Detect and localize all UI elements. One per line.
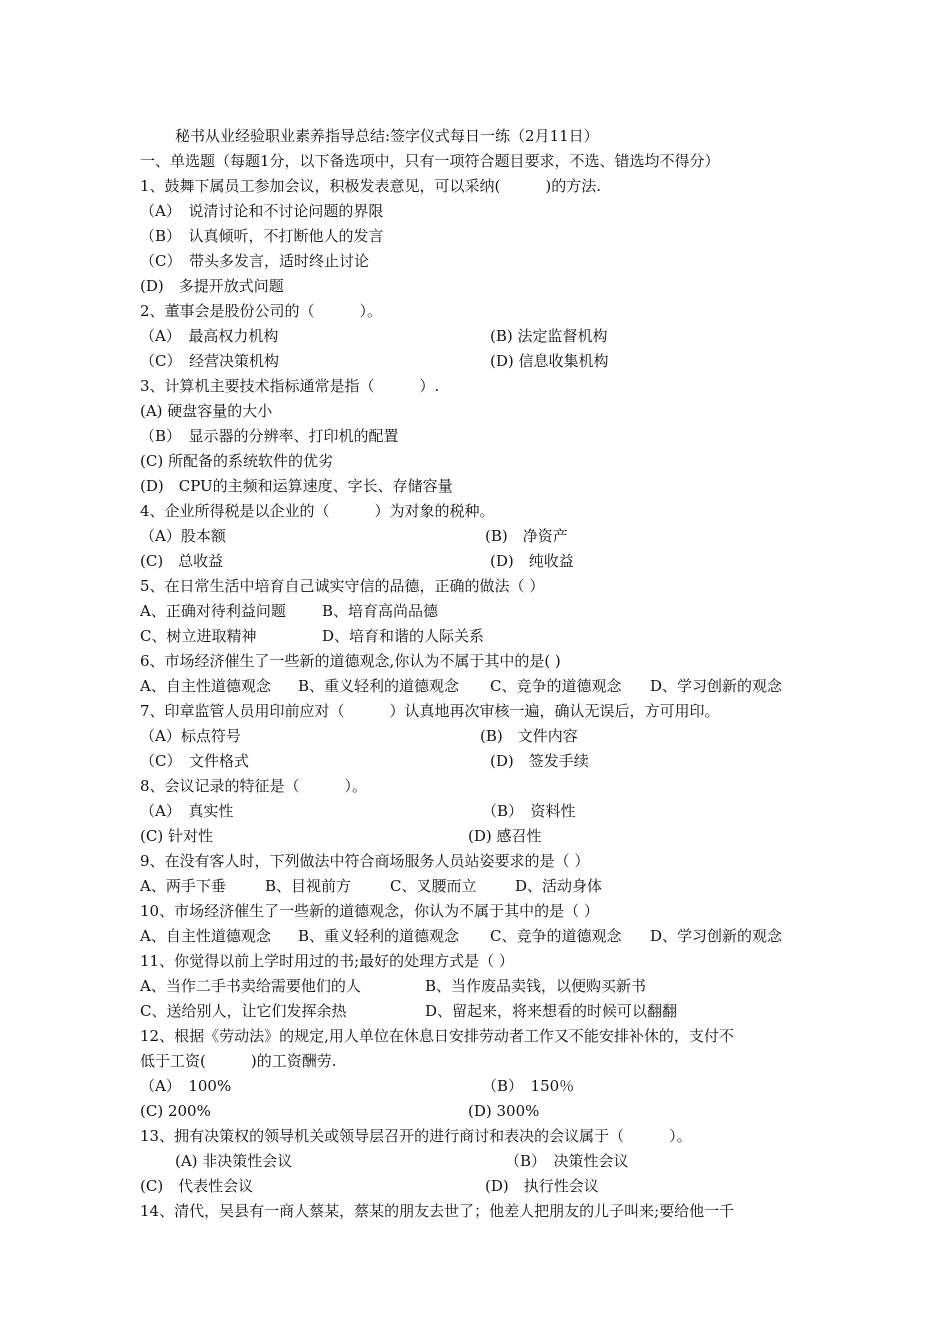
option: （B） 决策性会议 [505,1152,629,1170]
question-stem: 6、市场经济催生了一些新的道德观念,你认为不属于其中的是( ) [140,652,561,670]
option: (C) 总收益 [140,552,224,570]
option: A、两手下垂 [140,877,226,895]
option: (B) 法定监督机构 [490,327,608,345]
option: （C） 文件格式 [140,752,249,770]
option: （A）标点符号 [140,727,241,745]
question-stem: 2、董事会是股份公司的（ ）。 [140,302,383,320]
question-stem: 10、市场经济催生了一些新的道德观念，你认为不属于其中的是（ ） [140,902,599,920]
option: （C） 经营决策机构 [140,352,279,370]
document-title: 秘书从业经验职业素养指导总结:签字仪式每日一练（2月11日） [175,127,599,145]
option: A、当作二手书卖给需要他们的人 [140,977,361,995]
option: （A） 最高权力机构 [140,327,279,345]
option: C、竞争的道德观念 [490,677,622,695]
option: (B) 文件内容 [480,727,578,745]
option: (B) 净资产 [485,527,568,545]
option: B、培育高尚品德 [322,602,439,620]
question-stem: 3、计算机主要技术指标通常是指（ ）. [140,377,440,395]
option: C、送给别人，让它们发挥余热 [140,1002,347,1020]
option: C、叉腰而立 [390,877,477,895]
option: （A） 真实性 [140,802,234,820]
option: D、学习创新的观念 [650,927,783,945]
option: （A） 说清讨论和不讨论问题的界限 [140,202,384,220]
question-stem: 7、印章监管人员用印前应对（ ）认真地再次审核一遍，确认无误后，方可用印。 [140,702,720,720]
option: （B） 显示器的分辨率、打印机的配置 [140,427,399,445]
option: D、培育和谐的人际关系 [322,627,485,645]
option: （A）股本额 [140,527,226,545]
question-stem: 12、根据《劳动法》的规定,用人单位在休息日安排劳动者工作又不能安排补休的，支付不 [140,1027,734,1045]
option: (D) 信息收集机构 [490,352,609,370]
option: (C) 针对性 [140,827,213,845]
option: (D) 执行性会议 [485,1177,599,1195]
section-heading: 一、单选题（每题1分，以下备选项中，只有一项符合题目要求，不选、错选均不得分） [140,152,720,170]
option: C、树立进取精神 [140,627,257,645]
option: A、正确对待利益问题 [140,602,286,620]
question-stem: 13、拥有决策权的领导机关或领导层召开的进行商讨和表决的会议属于（ ）。 [140,1127,692,1145]
option: (D) 300% [468,1102,540,1120]
question-stem: 8、会议记录的特征是（ ）。 [140,777,368,795]
option: （C） 带头多发言，适时终止讨论 [140,252,369,270]
option: B、当作废品卖钱，以便购买新书 [425,977,647,995]
question-stem: 1、鼓舞下属员工参加会议，积极发表意见，可以采纳( )的方法. [140,177,602,195]
option: (C) 所配备的系统软件的优劣 [140,452,333,470]
option: D、留起来，将来想看的时候可以翻翻 [425,1002,678,1020]
option: (D) 感召性 [468,827,542,845]
option: (C) 代表性会议 [140,1177,254,1195]
question-stem: 5、在日常生活中培育自己诚实守信的品德，正确的做法（ ） [140,577,545,595]
option: A、自主性道德观念 [140,677,271,695]
option: （B） 认真倾听，不打断他人的发言 [140,227,384,245]
option: （B） 150％ [482,1077,575,1095]
option: (D) CPU的主频和运算速度、字长、存储容量 [140,477,453,495]
option: (C) 200% [140,1102,211,1120]
question-stem: 14、清代，吴县有一商人蔡某，蔡某的朋友去世了；他差人把朋友的儿子叫来;要给他一千 [140,1202,735,1220]
option: (A) 硬盘容量的大小 [140,402,273,420]
option: B、目视前方 [265,877,352,895]
option: B、重义轻利的道德观念 [298,677,460,695]
option: (D) 纯收益 [490,552,574,570]
option: （A） 100% [140,1077,232,1095]
option: C、竞争的道德观念 [490,927,622,945]
question-stem: 9、在没有客人时，下列做法中符合商场服务人员站姿要求的是（ ） [140,852,590,870]
question-stem-continued: 低于工资( )的工资酬劳. [140,1052,337,1070]
option: (A) 非决策性会议 [175,1152,293,1170]
question-stem: 4、企业所得税是以企业的（ ）为对象的税种。 [140,502,495,520]
option: D、活动身体 [515,877,603,895]
option: B、重义轻利的道德观念 [298,927,460,945]
option: A、自主性道德观念 [140,927,271,945]
question-stem: 11、你觉得以前上学时用过的书;最好的处理方式是（ ） [140,952,514,970]
option: (D) 签发手续 [490,752,589,770]
option: D、学习创新的观念 [650,677,783,695]
option: （B） 资料性 [482,802,576,820]
option: (D) 多提开放式问题 [140,277,284,295]
